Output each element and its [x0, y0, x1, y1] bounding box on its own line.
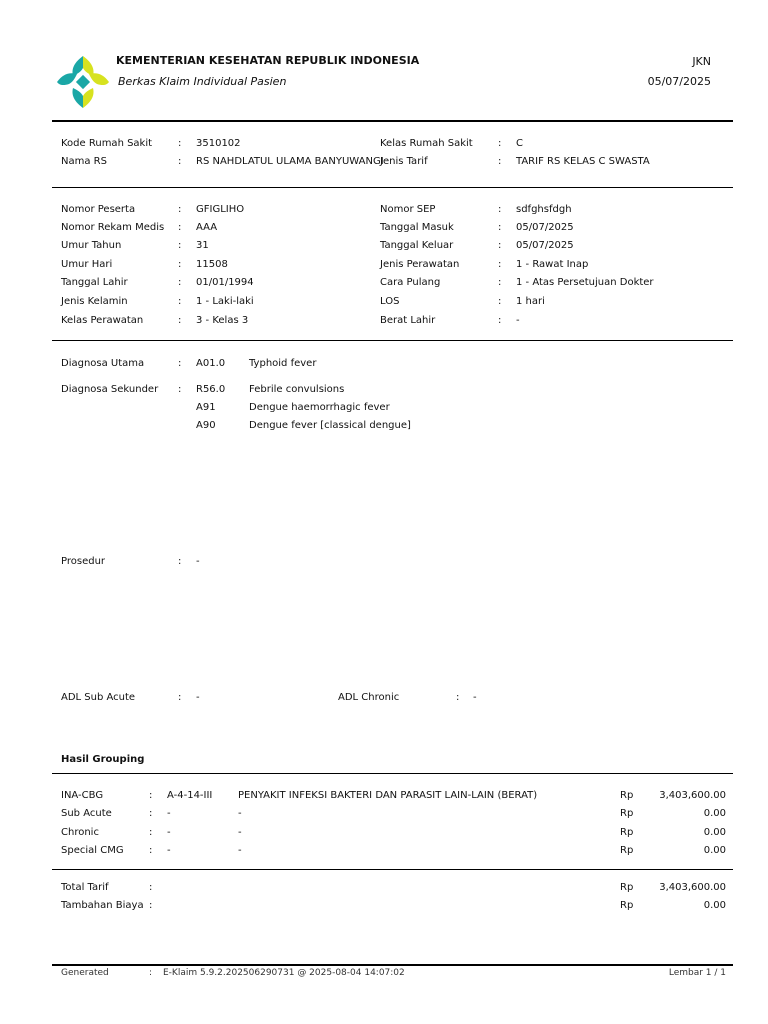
colon: :: [178, 384, 182, 395]
diagnosa-utama-label: Diagnosa Utama: [61, 358, 145, 369]
patient-right-label: Tanggal Keluar: [380, 240, 454, 251]
grouping-desc: PENYAKIT INFEKSI BAKTERI DAN PARASIT LAIN-LAIN (BERAT): [238, 790, 538, 801]
grouping-label: Special CMG: [61, 845, 124, 856]
colon: :: [178, 222, 182, 233]
currency-label: Rp: [620, 808, 634, 819]
kode-rs-value: 3510102: [196, 138, 241, 149]
colon: :: [149, 968, 153, 978]
diagnosis-code: R56.0: [196, 384, 226, 395]
patient-right-value: 05/07/2025: [516, 222, 574, 233]
patient-left-label: Umur Hari: [61, 259, 113, 270]
colon: :: [178, 204, 182, 215]
patient-left-value: 3 - Kelas 3: [196, 315, 249, 326]
patient-left-label: Jenis Kelamin: [61, 296, 128, 307]
prosedur-value: -: [196, 556, 200, 567]
colon: :: [498, 315, 502, 326]
org-title: KEMENTERIAN KESEHATAN REPUBLIK INDONESIA: [116, 54, 420, 67]
grouping-code: -: [167, 845, 171, 856]
ministry-logo-icon: [55, 54, 111, 110]
header-divider: [52, 120, 733, 122]
generated-value: E-Klaim 5.9.2.202506290731 @ 2025-08-04 14:07:02: [163, 968, 405, 978]
currency-label: Rp: [620, 790, 634, 801]
colon: :: [149, 882, 153, 893]
patient-right-label: LOS: [380, 296, 400, 307]
patient-right-value: 05/07/2025: [516, 240, 574, 251]
colon: :: [498, 204, 502, 215]
colon: :: [149, 845, 153, 856]
patient-left-value: 11508: [196, 259, 228, 270]
grouping-label: INA-CBG: [61, 790, 104, 801]
patient-right-value: 1 hari: [516, 296, 545, 307]
currency-label: Rp: [620, 827, 634, 838]
patient-right-label: Berat Lahir: [380, 315, 436, 326]
patient-left-label: Kelas Perawatan: [61, 315, 144, 326]
patient-right-value: 1 - Rawat Inap: [516, 259, 589, 270]
jenis-tarif-value: TARIF RS KELAS C SWASTA: [516, 156, 650, 167]
kode-rs-label: Kode Rumah Sakit: [61, 138, 153, 149]
grouping-desc: -: [238, 827, 242, 838]
ministry-logo: [55, 54, 111, 110]
colon: :: [178, 358, 182, 369]
grouping-amount: 0.00: [703, 845, 726, 856]
colon: :: [178, 240, 182, 251]
grouping-desc: -: [238, 808, 242, 819]
colon: :: [149, 827, 153, 838]
diagnosis-desc: Febrile convulsions: [249, 384, 345, 395]
grouping-desc: -: [238, 845, 242, 856]
jenis-tarif-label: Jenis Tarif: [380, 156, 428, 167]
patient-right-label: Tanggal Masuk: [380, 222, 454, 233]
adl-sub-acute-value: -: [196, 692, 200, 703]
patient-left-label: Tanggal Lahir: [61, 277, 128, 288]
grouping-amount: 3,403,600.00: [659, 790, 726, 801]
currency-label: Rp: [620, 882, 634, 893]
grouping-label: Chronic: [61, 827, 99, 838]
colon: :: [498, 277, 502, 288]
prosedur-label: Prosedur: [61, 556, 106, 567]
grouping-label: Sub Acute: [61, 808, 112, 819]
grouping-code: A-4-14-III: [167, 790, 213, 801]
colon: :: [178, 296, 182, 307]
section-divider: [52, 187, 733, 188]
kelas-rs-label: Kelas Rumah Sakit: [380, 138, 473, 149]
document-date: 05/07/2025: [647, 75, 711, 88]
section-divider: [52, 773, 733, 774]
footer-divider: [52, 964, 733, 966]
tambahan-biaya-label: Tambahan Biaya: [61, 900, 144, 911]
grouping-amount: 0.00: [703, 808, 726, 819]
colon: :: [149, 790, 153, 801]
grouping-code: -: [167, 827, 171, 838]
program-label: JKN: [692, 55, 711, 68]
diagnosis-desc: Dengue fever [classical dengue]: [249, 420, 411, 431]
diagnosis-desc: Dengue haemorrhagic fever: [249, 402, 390, 413]
colon: :: [149, 808, 153, 819]
currency-label: Rp: [620, 900, 634, 911]
patient-right-label: Cara Pulang: [380, 277, 441, 288]
patient-left-value: AAA: [196, 222, 218, 233]
colon: :: [178, 156, 182, 167]
adl-chronic-value: -: [473, 692, 477, 703]
colon: :: [498, 296, 502, 307]
patient-left-label: Nomor Peserta: [61, 204, 136, 215]
total-tarif-label: Total Tarif: [61, 882, 109, 893]
grouping-title: Hasil Grouping: [61, 754, 145, 765]
colon: :: [498, 259, 502, 270]
total-tarif-amount: 3,403,600.00: [659, 882, 726, 893]
diagnosis-code: A01.0: [196, 358, 226, 369]
patient-right-value: -: [516, 315, 520, 326]
colon: :: [498, 138, 502, 149]
section-divider: [52, 340, 733, 341]
patient-left-value: 31: [196, 240, 209, 251]
kelas-rs-value: C: [516, 138, 523, 149]
section-divider: [52, 869, 733, 870]
colon: :: [178, 556, 182, 567]
tambahan-biaya-amount: 0.00: [703, 900, 726, 911]
colon: :: [178, 138, 182, 149]
diagnosa-sekunder-label: Diagnosa Sekunder: [61, 384, 159, 395]
currency-label: Rp: [620, 845, 634, 856]
adl-chronic-label: ADL Chronic: [338, 692, 400, 703]
colon: :: [498, 240, 502, 251]
patient-right-value: sdfghsfdgh: [516, 204, 572, 215]
colon: :: [149, 900, 153, 911]
nama-rs-label: Nama RS: [61, 156, 107, 167]
colon: :: [456, 692, 460, 703]
diagnosis-desc: Typhoid fever: [249, 358, 317, 369]
generated-label: Generated: [61, 968, 109, 978]
colon: :: [498, 222, 502, 233]
colon: :: [178, 277, 182, 288]
diagnosis-code: A90: [196, 420, 216, 431]
adl-sub-acute-label: ADL Sub Acute: [61, 692, 136, 703]
patient-left-value: GFIGLIHO: [196, 204, 245, 215]
patient-left-label: Nomor Rekam Medis: [61, 222, 165, 233]
colon: :: [178, 259, 182, 270]
patient-right-label: Nomor SEP: [380, 204, 436, 215]
grouping-amount: 0.00: [703, 827, 726, 838]
patient-left-label: Umur Tahun: [61, 240, 122, 251]
patient-right-value: 1 - Atas Persetujuan Dokter: [516, 277, 654, 288]
nama-rs-value: RS NAHDLATUL ULAMA BANYUWANGI: [196, 156, 384, 167]
patient-right-label: Jenis Perawatan: [380, 259, 460, 270]
colon: :: [178, 315, 182, 326]
doc-title: Berkas Klaim Individual Pasien: [118, 75, 287, 88]
page-number: Lembar 1 / 1: [668, 968, 726, 978]
grouping-code: -: [167, 808, 171, 819]
patient-left-value: 1 - Laki-laki: [196, 296, 254, 307]
patient-left-value: 01/01/1994: [196, 277, 254, 288]
colon: :: [178, 692, 182, 703]
diagnosis-code: A91: [196, 402, 216, 413]
colon: :: [498, 156, 502, 167]
